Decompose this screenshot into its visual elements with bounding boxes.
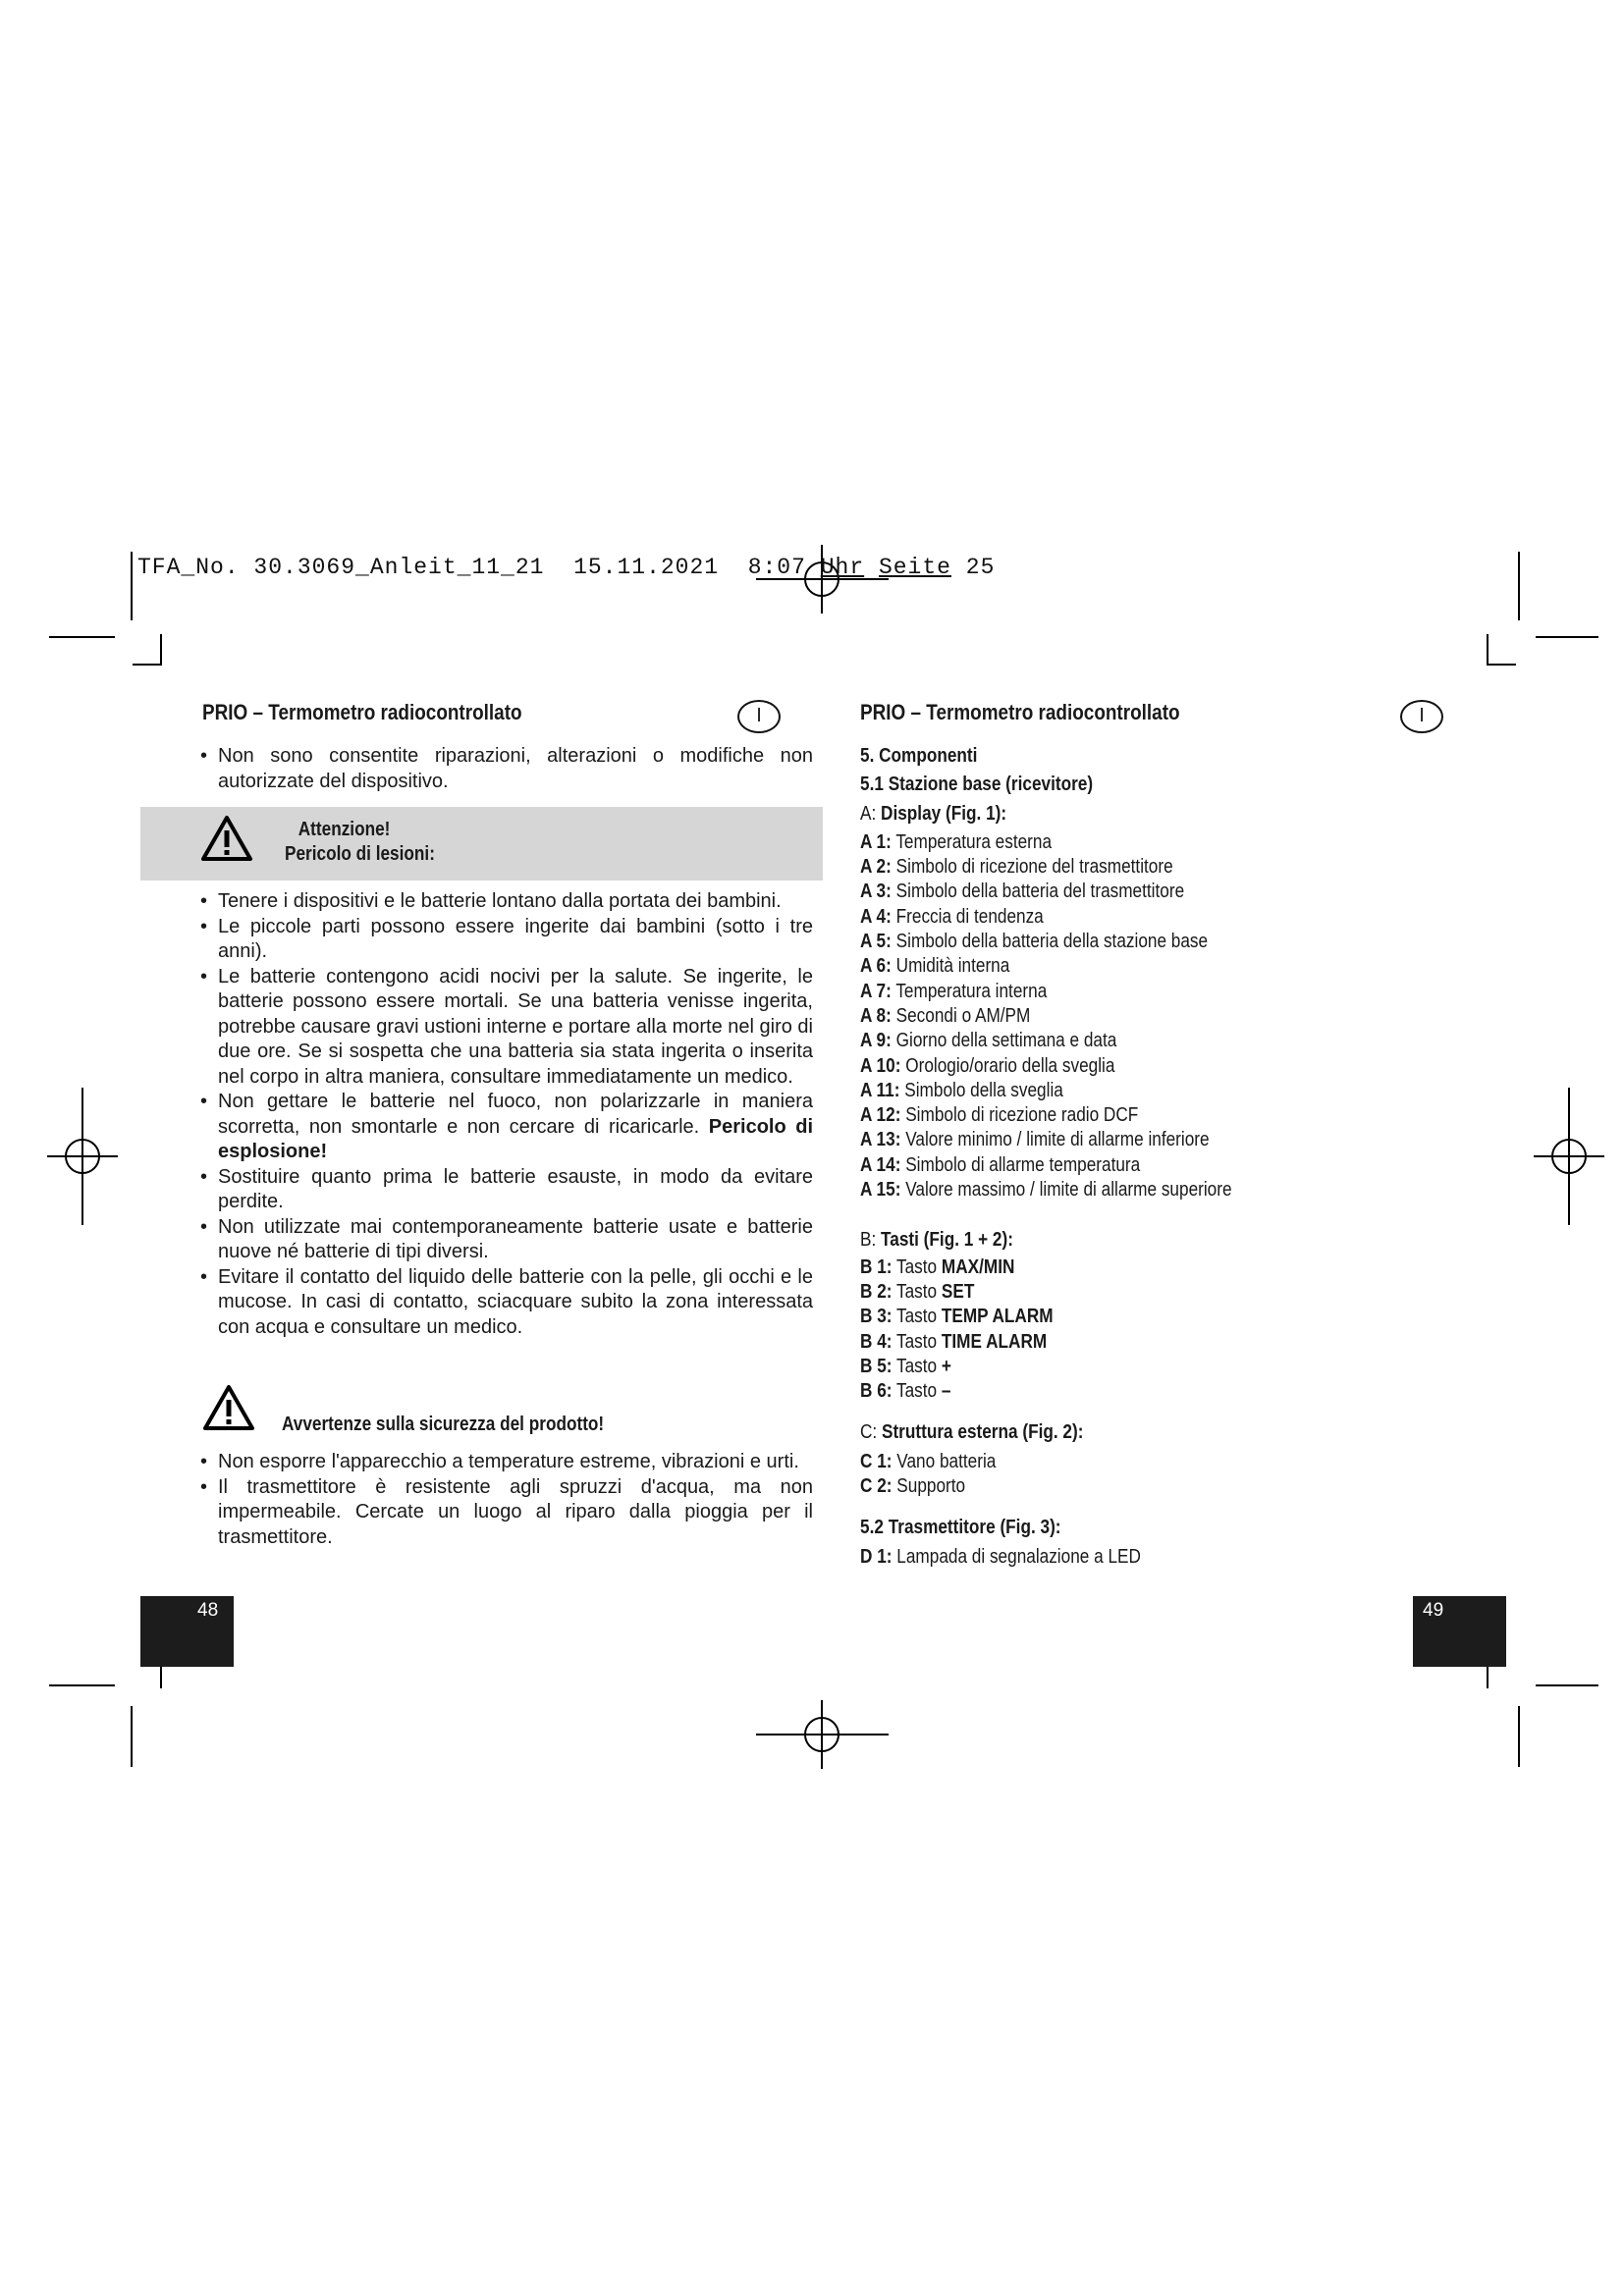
structure-heading xyxy=(860,1420,1333,1445)
item-code: A 4: xyxy=(860,905,892,928)
list-item-text: Sostituire quanto prima le batterie esauste, in modo da evitare perdite. xyxy=(218,1165,813,1212)
header-title: – Termometro radiocontrollato xyxy=(905,700,1180,724)
page-number-box xyxy=(1413,1596,1506,1667)
safety-heading xyxy=(282,1414,657,1436)
page-number: 49 xyxy=(1423,1600,1444,1621)
registration-mark-left xyxy=(47,1088,118,1225)
warning-triangle-icon xyxy=(202,1384,255,1431)
item-code: A 6: xyxy=(860,955,892,978)
slug-seite: Seite xyxy=(878,555,951,580)
item-text: Orologio/orario della sveglia xyxy=(905,1054,1115,1077)
heading-label: Display (Fig. 1): xyxy=(881,802,1007,825)
item-key-name: – xyxy=(941,1380,951,1403)
list-item: • Non utilizzate mai contemporaneamente batterie usate e batterie nuove né batterie di tipi diversi. xyxy=(200,1215,813,1262)
heading-label: Struttura esterna (Fig. 2): xyxy=(881,1421,1084,1444)
list-item xyxy=(860,1305,1333,1329)
item-text: Tasto xyxy=(895,1355,942,1377)
crop-mark xyxy=(49,636,115,638)
item-text: Supporto xyxy=(896,1475,966,1498)
item-text: Vano batteria xyxy=(896,1450,997,1472)
item-key-name: TIME ALARM xyxy=(941,1330,1048,1353)
intro-bullet-text: Non sono consentite riparazioni, alterazioni o modifiche non autorizzate del dispositivo. xyxy=(218,745,813,792)
item-text: Tasto xyxy=(895,1330,942,1353)
item-code: C 2: xyxy=(860,1475,893,1498)
warning-bullets xyxy=(200,889,813,1340)
slug-prefix: TFA_No. 30.3069_Anleit_11_21 15.11.2021 8:07 xyxy=(137,555,821,580)
list-item: • Sostituire quanto prima le batterie esauste, in modo da evitare perdite. xyxy=(200,1165,813,1212)
item-text: Umidità interna xyxy=(895,955,1010,978)
item-key-name: SET xyxy=(941,1280,975,1303)
crop-mark xyxy=(131,552,133,620)
language-badge: I xyxy=(737,700,781,733)
warning-triangle-icon xyxy=(200,815,253,862)
list-item: • Non gettare le batterie nel fuoco, non polarizzarle in maniera scorretta, non smontarle e non cercare di ricaricarle. Pericolo di esplosione! xyxy=(200,1091,814,1162)
crop-mark xyxy=(133,664,160,666)
list-item xyxy=(860,1379,1333,1404)
slug-mid xyxy=(864,555,879,580)
item-code: C 1: xyxy=(860,1450,893,1472)
item-code: B 3: xyxy=(860,1306,893,1328)
subsection-title: 5.1 Stazione base (ricevitore) xyxy=(860,774,1094,796)
display-list xyxy=(860,830,1410,1202)
list-item xyxy=(860,1128,1333,1152)
item-text: Freccia di tendenza xyxy=(895,905,1044,928)
keys-list xyxy=(860,1255,1410,1405)
item-code: B 4: xyxy=(860,1330,893,1353)
item-text: Tasto xyxy=(895,1255,942,1278)
crop-mark xyxy=(49,1684,115,1686)
item-code: A 8: xyxy=(860,1004,892,1027)
item-code: A 1: xyxy=(860,830,892,853)
item-code: A 15: xyxy=(860,1179,901,1201)
language-badge: I xyxy=(1400,700,1443,733)
safety-bullets xyxy=(200,1450,813,1550)
warning-heading xyxy=(285,818,460,867)
safety-title: Avvertenze sulla sicurezza del prodotto! xyxy=(282,1414,605,1435)
crop-mark xyxy=(1518,552,1520,620)
list-item xyxy=(860,855,1333,880)
list-item: • Le batterie contengono acidi nocivi per la salute. Se ingerite, le batterie possono essere mortali. Se una batteria venisse ingerita, potrebbe causare gravi ustioni interne e portare alla morte nel giro di due ore. Se si sospetta che una batteria sia stata ingerita o inserita nel corpo in altra maniera, consultare immediatamente un medico. xyxy=(200,965,813,1088)
list-item: • Tenere i dispositivi e le batterie lontano dalla portata dei bambini. xyxy=(200,890,782,912)
list-item xyxy=(860,880,1333,904)
registration-mark-bottom xyxy=(756,1700,889,1769)
list-item xyxy=(860,1004,1333,1029)
item-text: Valore massimo / limite di allarme superiore xyxy=(905,1179,1232,1201)
item-text: Tasto xyxy=(895,1280,942,1303)
crop-mark xyxy=(160,634,162,666)
structure-list xyxy=(860,1450,1410,1500)
list-item xyxy=(860,980,1333,1004)
list-item: • Non esporre l'apparecchio a temperature estreme, vibrazioni e urti. xyxy=(200,1451,799,1472)
item-code: B 6: xyxy=(860,1380,893,1403)
item-key-name: TEMP ALARM xyxy=(941,1306,1054,1328)
item-text: Simbolo di allarme temperatura xyxy=(905,1153,1141,1176)
explosion-warning: Pericolo di esplosione! xyxy=(218,1115,814,1162)
list-item xyxy=(860,1178,1333,1202)
list-item-text: Non utilizzate mai contemporaneamente batterie usate e batterie nuove né batterie di tipi diversi. xyxy=(218,1215,813,1262)
header-brand: PRIO xyxy=(860,700,906,724)
item-key-name: + xyxy=(941,1355,951,1377)
item-code: B 1: xyxy=(860,1255,893,1278)
list-item-text: Evitare il contatto del liquido delle batterie con la pelle, gli occhi e le mucose. In casi di contatto, sciacquare subito la zona interessata con acqua e consultare un medico. xyxy=(218,1265,813,1338)
item-text: Tasto xyxy=(895,1306,942,1328)
page-header xyxy=(860,700,1180,725)
item-code: B 2: xyxy=(860,1280,893,1303)
item-text: Tasto xyxy=(895,1380,942,1403)
list-item xyxy=(860,1330,1333,1355)
header-title: – Termometro radiocontrollato xyxy=(247,700,522,724)
list-item xyxy=(860,905,1333,930)
heading-prefix: C: xyxy=(860,1421,882,1444)
list-item xyxy=(860,1450,1333,1474)
header-brand: PRIO xyxy=(202,700,248,724)
list-item xyxy=(860,1079,1333,1103)
list-item xyxy=(860,1545,1333,1570)
list-item-text: Il trasmettitore è resistente agli spruzzi d'acqua, ma non impermeabile. Cercate un luogo al riparo dalla pioggia per il trasmettitore. xyxy=(218,1475,813,1548)
item-code: B 5: xyxy=(860,1355,893,1377)
list-item xyxy=(860,1103,1333,1128)
item-code: A 9: xyxy=(860,1030,892,1052)
list-item-text: Le batterie contengono acidi nocivi per la salute. Se ingerite, le batterie possono essere mortali. Se una batteria venisse ingerita, potrebbe causare gravi ustioni interne e portare alla morte nel giro di due ore. Se si sospetta che una batteria sia stata ingerita o inserita nel corpo in altra maniera, consultare immediatamente un medico. xyxy=(218,965,813,1088)
keys-heading xyxy=(860,1228,1333,1253)
components-section xyxy=(860,744,1410,1570)
warning-subtitle: Pericolo di lesioni: xyxy=(285,843,435,865)
item-code: D 1: xyxy=(860,1545,893,1568)
item-code: A 11: xyxy=(860,1079,900,1101)
heading-label: Tasti (Fig. 1 + 2): xyxy=(881,1229,1013,1252)
page-header xyxy=(202,700,522,725)
warning-title: Attenzione! xyxy=(298,819,391,840)
list-item-text: Tenere i dispositivi e le batterie lontano dalla portata dei bambini. xyxy=(218,890,782,912)
item-code: A 13: xyxy=(860,1129,901,1151)
item-text: Temperatura interna xyxy=(895,980,1048,1002)
crop-mark xyxy=(1536,636,1598,638)
crop-mark xyxy=(1518,1706,1520,1767)
print-slug xyxy=(137,555,995,580)
display-heading xyxy=(860,802,1333,827)
item-code: A 3: xyxy=(860,881,892,903)
list-item: • Le piccole parti possono essere ingerite dai bambini (sotto i tre anni). xyxy=(200,915,813,962)
transmitter-list xyxy=(860,1545,1410,1570)
list-item xyxy=(860,930,1333,954)
item-code: A 10: xyxy=(860,1054,901,1077)
list-item: • Il trasmettitore è resistente agli spruzzi d'acqua, ma non impermeabile. Cercate un luogo al riparo dalla pioggia per il trasmettitore. xyxy=(200,1475,813,1548)
crop-mark xyxy=(1487,634,1489,666)
list-item xyxy=(860,830,1333,855)
page-number: 48 xyxy=(197,1600,219,1621)
item-code: A 5: xyxy=(860,931,892,953)
item-text: Simbolo della sveglia xyxy=(904,1079,1063,1101)
item-text: Secondi o AM/PM xyxy=(895,1004,1031,1027)
list-item xyxy=(860,1153,1333,1178)
item-text: Simbolo di ricezione radio DCF xyxy=(905,1104,1139,1127)
item-text: Lampada di segnalazione a LED xyxy=(896,1545,1141,1568)
page-number-box xyxy=(140,1596,234,1667)
list-item xyxy=(860,1474,1333,1499)
item-text: Valore minimo / limite di allarme inferiore xyxy=(905,1129,1210,1151)
list-item xyxy=(860,1355,1333,1379)
slug-uhr: Uhr xyxy=(820,555,865,580)
list-item: • Evitare il contatto del liquido delle batterie con la pelle, gli occhi e le mucose. In casi di contatto, sciacquare subito la zona interessata con acqua e consultare un medico. xyxy=(200,1265,813,1338)
item-key-name: MAX/MIN xyxy=(941,1255,1015,1278)
crop-mark xyxy=(1487,664,1516,666)
slug-page: 25 xyxy=(950,555,996,580)
list-item xyxy=(860,1280,1333,1305)
transmitter-heading: 5.2 Trasmettitore (Fig. 3): xyxy=(860,1517,1061,1539)
intro-bullet: • Non sono consentite riparazioni, alterazioni o modifiche non autorizzate del dispositivo. xyxy=(200,745,813,792)
list-item-text: Non esporre l'apparecchio a temperature estreme, vibrazioni e urti. xyxy=(218,1451,799,1472)
list-item xyxy=(860,1255,1333,1280)
crop-mark xyxy=(131,1706,133,1767)
item-code: A 7: xyxy=(860,980,892,1002)
list-item xyxy=(860,1054,1333,1079)
item-text: Simbolo della batteria del trasmettitore xyxy=(895,881,1185,903)
list-item-text: Non gettare le batterie nel fuoco, non polarizzarle in maniera scorretta, non smontarle e non cercare di ricaricarle. xyxy=(218,1091,813,1138)
registration-mark-right xyxy=(1534,1088,1604,1225)
heading-prefix: A: xyxy=(860,802,882,825)
item-code: A 14: xyxy=(860,1153,901,1176)
item-text: Giorno della settimana e data xyxy=(895,1030,1117,1052)
item-text: Simbolo di ricezione del trasmettitore xyxy=(895,856,1173,879)
list-item xyxy=(860,954,1333,979)
item-text: Temperatura esterna xyxy=(895,830,1053,853)
item-code: A 12: xyxy=(860,1104,901,1127)
heading-prefix: B: xyxy=(860,1229,882,1252)
section-title: 5. Componenti xyxy=(860,745,978,767)
list-item-text: Le piccole parti possono essere ingerite dai bambini (sotto i tre anni). xyxy=(218,915,813,962)
crop-mark xyxy=(1536,1684,1598,1686)
item-text: Simbolo della batteria della stazione base xyxy=(895,931,1209,953)
list-item xyxy=(860,1029,1333,1053)
item-code: A 2: xyxy=(860,856,892,879)
